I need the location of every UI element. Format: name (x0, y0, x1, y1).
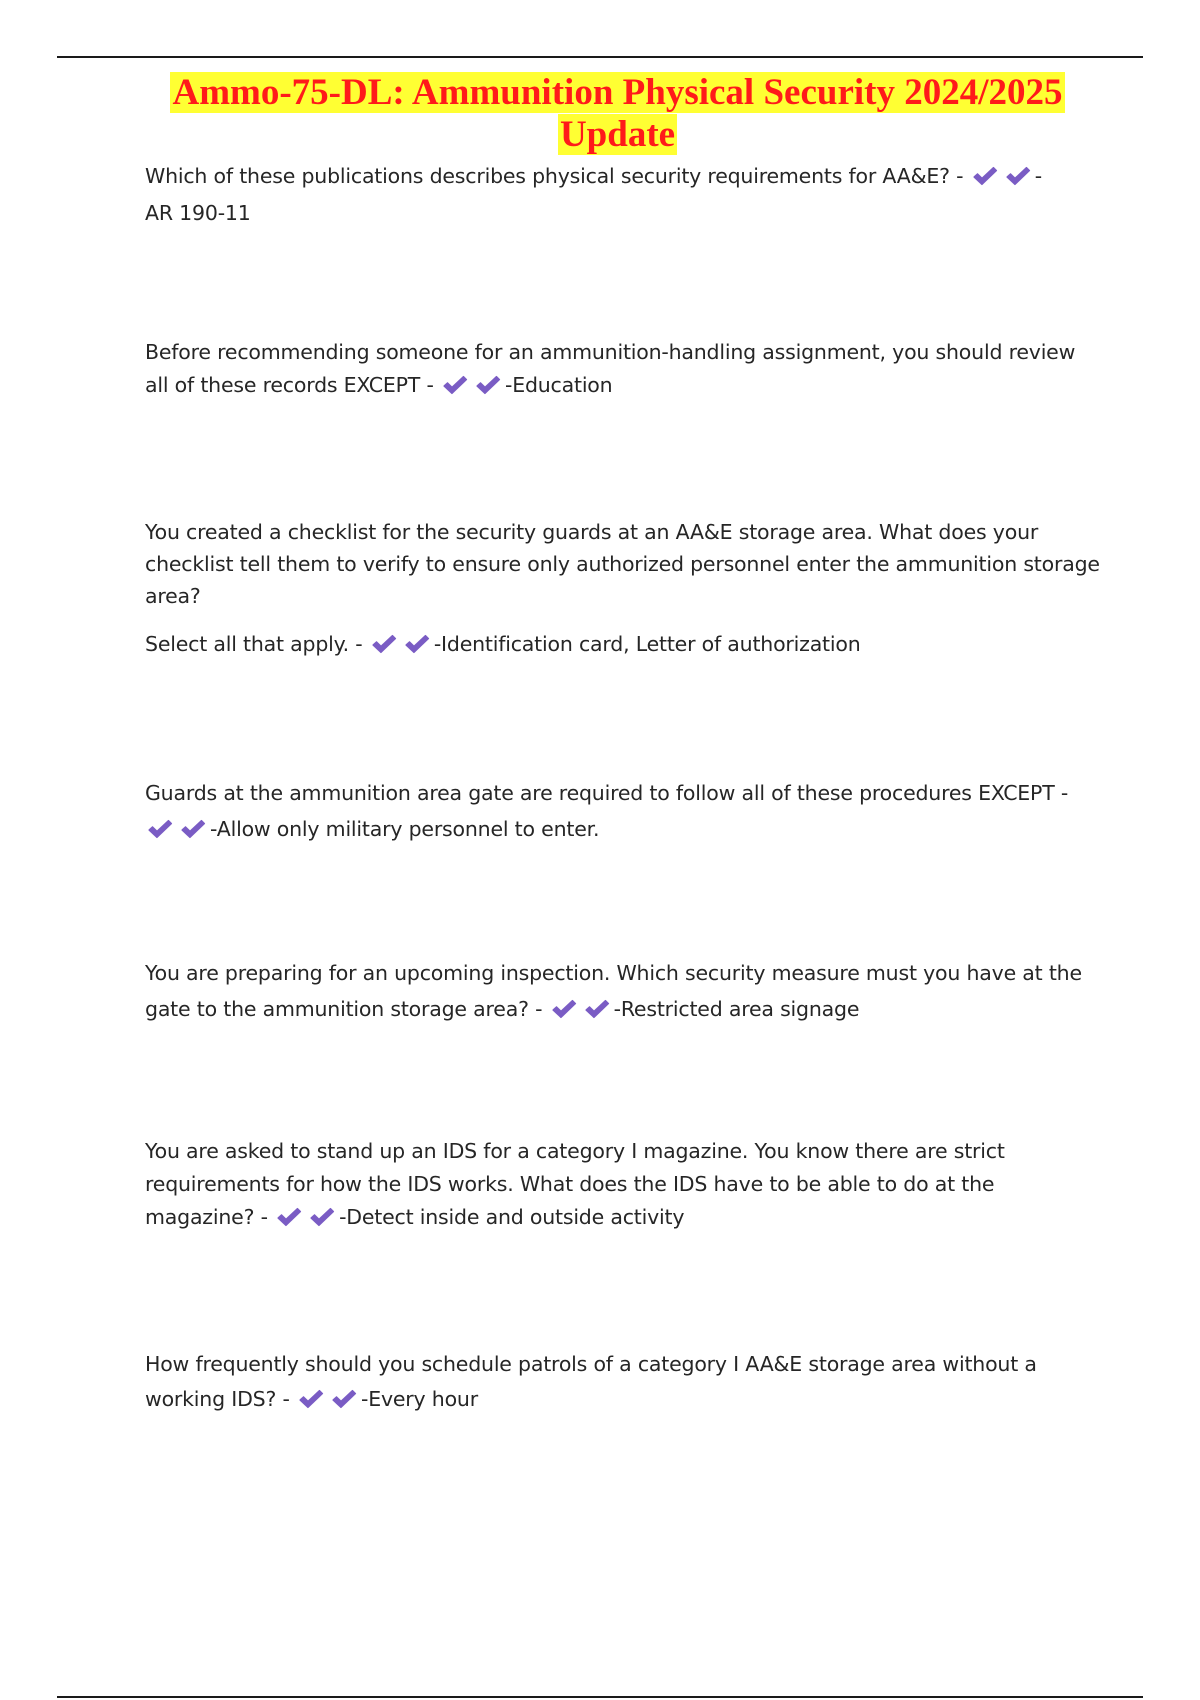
qa-text (145, 516, 1100, 612)
checkmark-icon (584, 998, 610, 1020)
answer-checks (298, 1386, 359, 1421)
question-text: Which of these publications describes physical security requirements for AA&E? (145, 164, 950, 188)
separator: - (1054, 781, 1069, 805)
answer-checks (147, 815, 208, 851)
checkmark-icon (371, 633, 397, 655)
answer-prefix: - (361, 1387, 369, 1411)
qa-text (145, 775, 1100, 851)
checkmark-icon (298, 1388, 324, 1410)
qa-item-6 (145, 1135, 1100, 1238)
answer-prefix: - (339, 1205, 347, 1229)
answer-prefix: - (1034, 164, 1042, 188)
answer-checks (442, 373, 503, 406)
answer-text: Every hour (368, 1387, 478, 1411)
answer-checks (371, 632, 432, 665)
checkmark-icon (442, 374, 468, 396)
question-text: Before recommending someone for an ammunition-handling assignment, you should review all of these records EXCEPT (145, 340, 1076, 397)
answer-checks (972, 164, 1033, 197)
title-highlight: Ammo-75-DL: Ammunition Physical Security 2024/2025 Update (172, 72, 1063, 155)
qa-item-2 (145, 336, 1100, 406)
top-rule (57, 56, 1143, 58)
qa-item-3 (145, 516, 1100, 665)
qa-item-5 (145, 955, 1100, 1031)
answer-text: Restricted area signage (620, 997, 860, 1021)
separator: - (348, 632, 369, 656)
qa-text (145, 1347, 1100, 1421)
answer-text: AR 190-11 (145, 201, 251, 225)
question-text: You are asked to stand up an IDS for a category I magazine. You know there are strict requirements for how the IDS works. What does the IDS have to be able to do at the magazine? (145, 1139, 1005, 1229)
checkmark-icon (404, 633, 430, 655)
question-text: Guards at the ammunition area gate are required to follow all of these procedures EXCEPT (145, 781, 1055, 805)
question-text: You are preparing for an upcoming inspection. Which security measure must you have at the gate to the ammunition storage area? (145, 961, 1082, 1021)
checkmark-icon (147, 818, 173, 840)
separator: - (949, 164, 970, 188)
checkmark-icon (309, 1206, 335, 1228)
checkmark-icon (180, 818, 206, 840)
qa-text (145, 160, 1100, 230)
question-cont-text: Select all that apply. (145, 632, 349, 656)
qa-text (145, 336, 1100, 406)
qa-item-7 (145, 1347, 1100, 1421)
qa-item-1 (145, 160, 1100, 230)
separator: - (276, 1387, 296, 1411)
bottom-rule (57, 1696, 1143, 1698)
checkmark-icon (1005, 165, 1031, 187)
qa-text (145, 1135, 1100, 1238)
answer-prefix: - (433, 632, 442, 656)
answer-prefix: - (504, 373, 513, 397)
separator: - (420, 373, 440, 397)
checkmark-icon (551, 998, 577, 1020)
document-title (140, 72, 1095, 156)
qa-text-cont (145, 628, 1100, 665)
answer-checks (551, 995, 612, 1031)
separator: - (528, 997, 549, 1021)
answer-text: Education (512, 373, 613, 397)
separator: - (254, 1205, 275, 1229)
checkmark-icon (276, 1206, 302, 1228)
answer-prefix: - (210, 817, 217, 841)
qa-text (145, 955, 1100, 1031)
qa-item-4 (145, 775, 1100, 851)
question-text: How frequently should you schedule patrols of a category I AA&E storage area without a working IDS? (145, 1352, 1037, 1411)
checkmark-icon (972, 165, 998, 187)
checkmark-icon (331, 1388, 357, 1410)
answer-text: Detect inside and outside activity (346, 1205, 685, 1229)
answer-text: Identification card, Letter of authorization (441, 632, 861, 656)
question-text: You created a checklist for the security guards at an AA&E storage area. What does your checklist tell them to verify to ensure only authorized personnel enter the ammunition storage area? (145, 520, 1100, 608)
answer-checks (276, 1205, 337, 1238)
answer-prefix: - (613, 997, 621, 1021)
answer-text: Allow only military personnel to enter. (216, 817, 600, 841)
checkmark-icon (475, 374, 501, 396)
